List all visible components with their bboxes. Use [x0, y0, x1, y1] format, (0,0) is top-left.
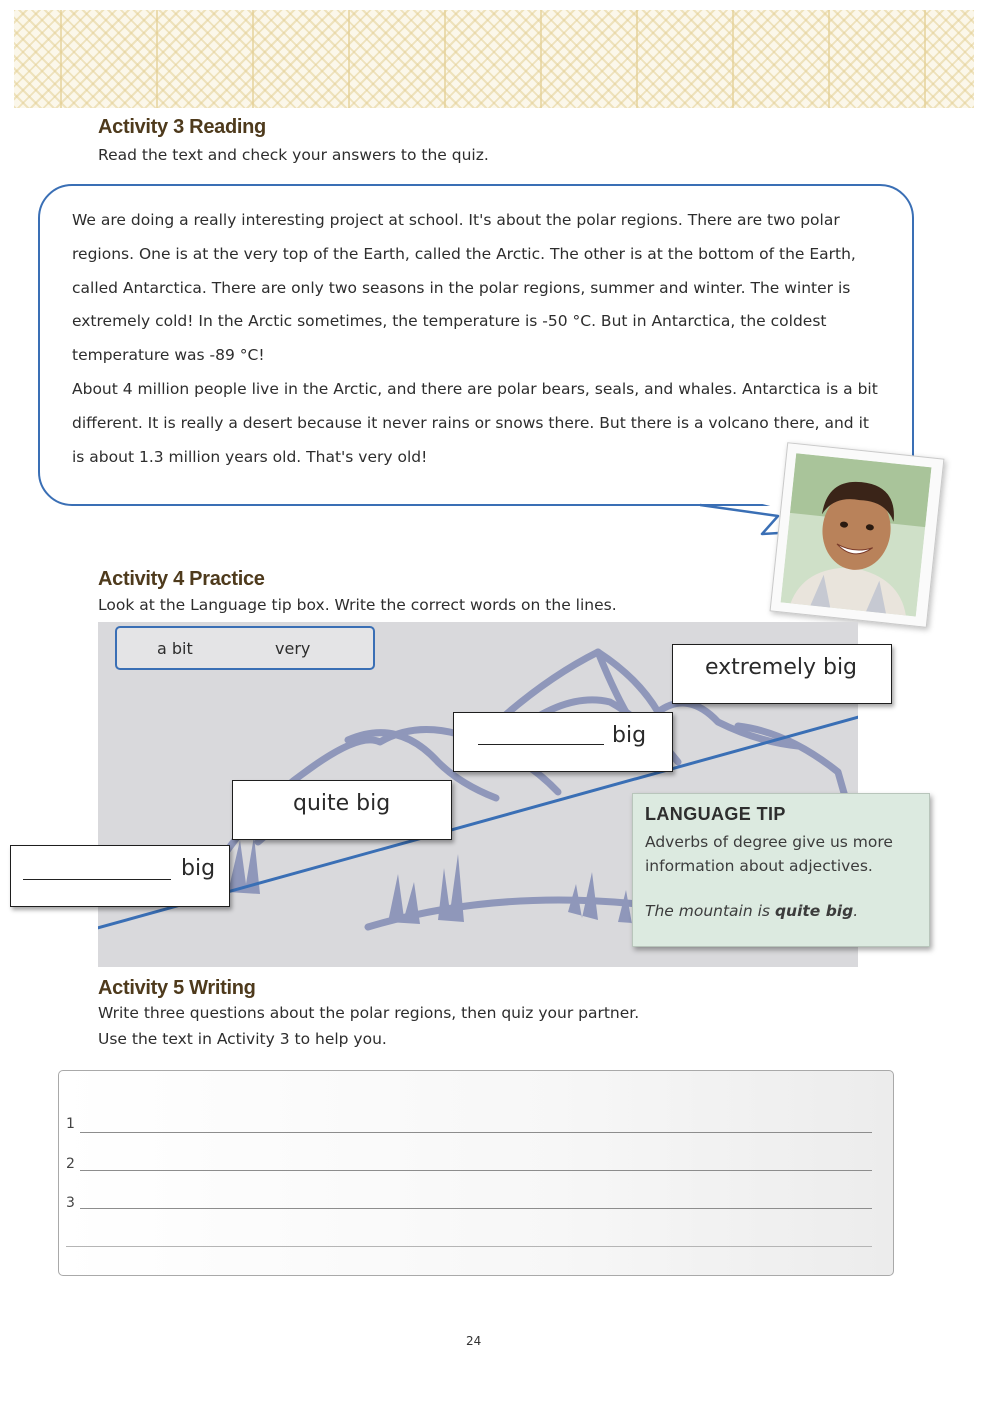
- step-box-2: [232, 780, 452, 840]
- step-box-1: [10, 845, 230, 907]
- example-text-post: .: [853, 902, 859, 920]
- question-number-3: 3: [66, 1195, 75, 1211]
- reading-paragraph-1: We are doing a really interesting project at school. It's about the polar regions. There are two polar regions. One is at the very top of the Earth, called the Arctic. The other is at the bottom of the Earth, called Antarctica. There are only two seasons in the polar regions, summer and winter. The winter is extremely cold! In the Arctic sometimes, the temperature is -50 °C. But in Antarctica, the coldest temperature was -89 °C!: [72, 211, 856, 365]
- step-4-label: extremely big: [705, 655, 858, 680]
- example-text-bold: quite big: [774, 902, 854, 920]
- writing-line-2[interactable]: [80, 1170, 872, 1171]
- word-box: [115, 626, 375, 670]
- language-tip-box: [632, 793, 930, 947]
- boy-portrait-icon: [781, 453, 932, 616]
- activity3-instruction: Read the text and check your answers to the quiz.: [98, 146, 489, 164]
- reading-paragraph-2: About 4 million people live in the Arctic, and there are polar bears, seals, and whales. Antarctica is a bit different. It is really a desert because it never rains or snows there. But there is a volcano there, and it is about 1.3 million years old. That's very old!: [72, 379, 878, 466]
- writing-line-3[interactable]: [80, 1208, 872, 1209]
- activity5-title: Activity 5 Writing: [98, 977, 256, 999]
- writing-line-1[interactable]: [80, 1132, 872, 1133]
- step-box-3: [453, 712, 673, 772]
- step-3-label: big: [612, 723, 647, 748]
- language-tip-example: [645, 902, 858, 920]
- decorative-header-band: [14, 10, 974, 108]
- step-1-label: big: [181, 856, 216, 881]
- reading-text: [72, 204, 882, 474]
- word-option-a-bit: a bit: [157, 639, 193, 658]
- speech-bubble: [38, 184, 914, 506]
- language-tip-body: Adverbs of degree give us more information about adjectives.: [645, 833, 893, 875]
- question-number-2: 2: [66, 1156, 75, 1172]
- activity5-instruction-2: Use the text in Activity 3 to help you.: [98, 1030, 387, 1048]
- boy-photo: [770, 442, 945, 628]
- answer-blank-2[interactable]: [478, 743, 604, 745]
- page-number: 24: [466, 1334, 482, 1348]
- answer-blank-1[interactable]: [23, 878, 171, 880]
- step-box-4: [672, 644, 892, 704]
- language-tip-title: LANGUAGE TIP: [645, 804, 786, 824]
- activity4-title: Activity 4 Practice: [98, 568, 265, 590]
- word-option-very: very: [275, 639, 311, 658]
- activity5-instruction-1: Write three questions about the polar regions, then quiz your partner.: [98, 1004, 640, 1022]
- step-2-label: quite big: [293, 791, 391, 816]
- example-text-pre: The mountain is: [645, 902, 775, 920]
- activity3-title: Activity 3 Reading: [98, 116, 266, 138]
- writing-line-4[interactable]: [66, 1246, 872, 1247]
- activity4-instruction: Look at the Language tip box. Write the correct words on the lines.: [98, 596, 617, 614]
- question-number-1: 1: [66, 1116, 75, 1132]
